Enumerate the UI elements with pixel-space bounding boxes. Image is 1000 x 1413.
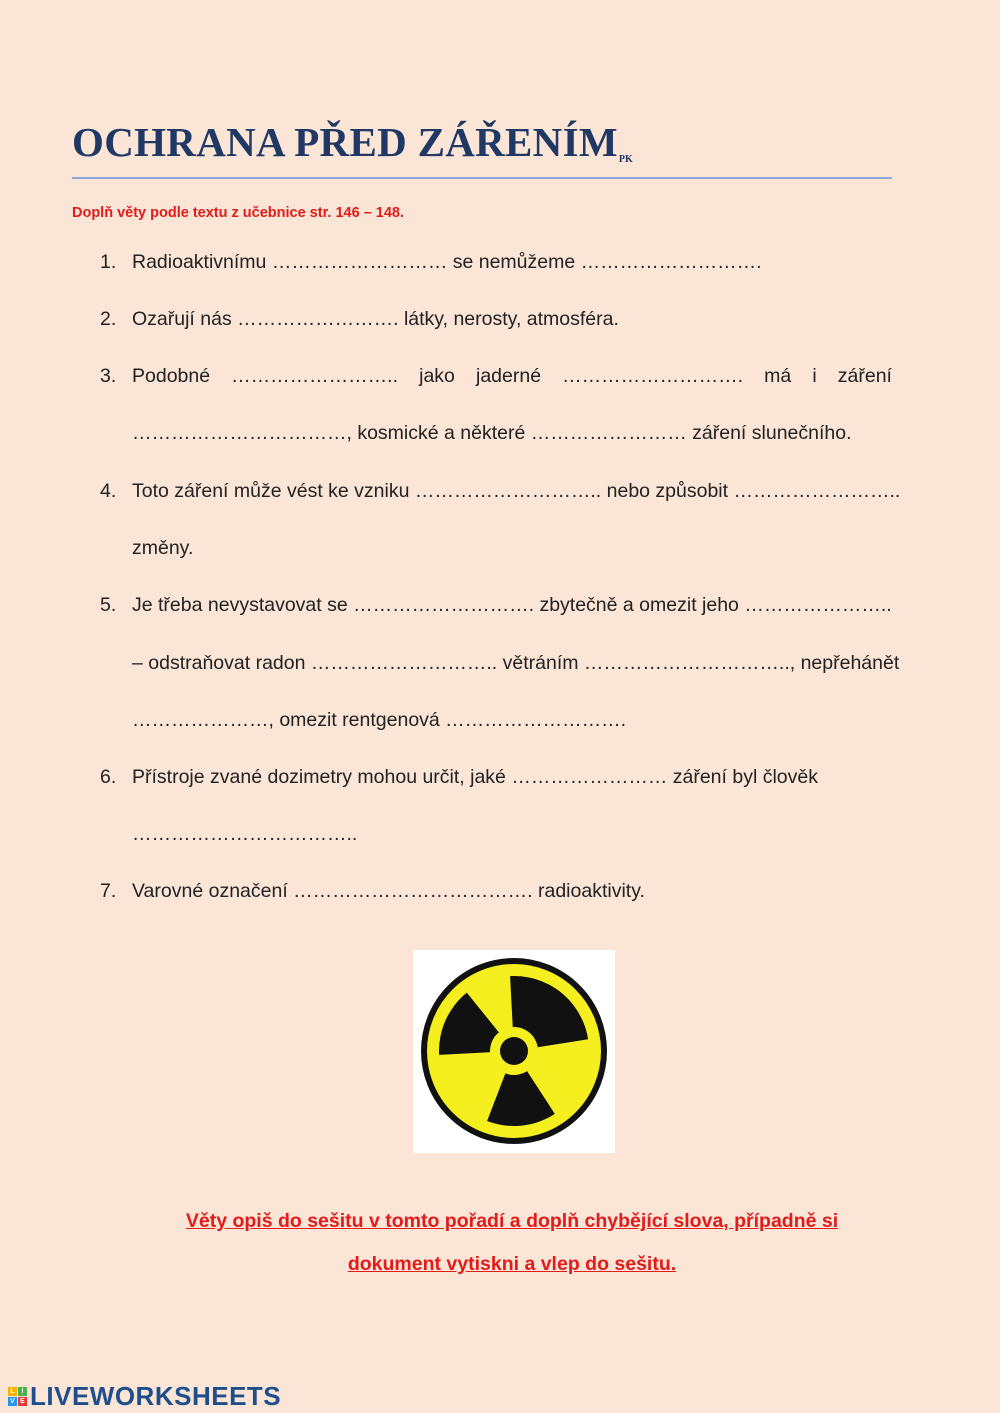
title-text: OCHRANA PŘED ZÁŘENÍM — [72, 119, 618, 165]
logo-grid-icon — [8, 1387, 27, 1406]
item-5-line-3: …………………, omezit rentgenová ………………………. — [132, 709, 627, 731]
instruction-text: Doplň věty podle textu z učebnice str. 146 – 148. — [72, 205, 405, 221]
radiation-hazard-icon — [413, 950, 615, 1153]
footer-note-line-1: Věty opiš do sešitu v tomto pořadí a doplň chybějící slova, případně si — [185, 1210, 839, 1232]
item-3-word: jako — [419, 365, 455, 387]
page-title — [72, 118, 633, 166]
item-2-number: 2. — [100, 308, 117, 330]
item-3-word: má — [764, 365, 792, 387]
radiation-symbol-image — [413, 950, 615, 1153]
item-3-line-1 — [132, 364, 892, 388]
item-4-line-1: Toto záření může vést ke vzniku ……………………….. nebo způsobit …………………….. — [132, 480, 901, 502]
item-4-line-2: změny. — [132, 537, 194, 559]
item-3-word: záření — [837, 365, 892, 387]
logo-letter: I — [18, 1387, 27, 1396]
item-3-word: i — [812, 365, 817, 387]
item-3-line-2: ……………………………, kosmické a některé …………………… záření slunečního. — [132, 422, 852, 444]
item-5-line-2: – odstraňovat radon ……………………….. větráním ………………………….., nepřehánět — [132, 652, 900, 674]
logo-letter: E — [18, 1397, 27, 1406]
logo-letter: V — [8, 1397, 17, 1406]
item-3-word: jaderné — [475, 365, 542, 387]
item-7-line-1: Varovné označení ………………………………. radioaktivity. — [132, 880, 645, 902]
item-6-number: 6. — [100, 766, 117, 788]
title-suffix: PK — [618, 154, 633, 165]
item-3-blank: ………………………. — [562, 365, 744, 387]
item-6-line-1: Přístroje zvané dozimetry mohou určit, jaké …………………… záření byl člověk — [132, 766, 818, 788]
item-6-line-2: …………………………….. — [132, 823, 358, 845]
item-4-number: 4. — [100, 480, 117, 502]
item-2-line-1: Ozařují nás ……………………. látky, nerosty, atmosféra. — [132, 308, 619, 330]
logo-letter: L — [8, 1387, 17, 1396]
item-1-line-1: Radioaktivnímu ……………………… se nemůžeme ………………………. — [132, 251, 762, 273]
item-7-number: 7. — [100, 880, 117, 902]
item-3-number: 3. — [100, 365, 117, 387]
item-5-line-1: Je třeba nevystavovat se ………………………. zbytečně a omezit jeho ………………….. — [132, 594, 892, 616]
item-1-number: 1. — [100, 251, 117, 273]
liveworksheets-logo — [8, 1381, 281, 1412]
item-5-number: 5. — [100, 594, 117, 616]
footer-note-line-2: dokument vytiskni a vlep do sešitu. — [347, 1253, 677, 1275]
item-3-blank: …………………….. — [231, 365, 399, 387]
item-3-word: Podobné — [132, 365, 211, 387]
title-divider — [72, 177, 892, 179]
brand-text: LIVEWORKSHEETS — [30, 1381, 282, 1411]
